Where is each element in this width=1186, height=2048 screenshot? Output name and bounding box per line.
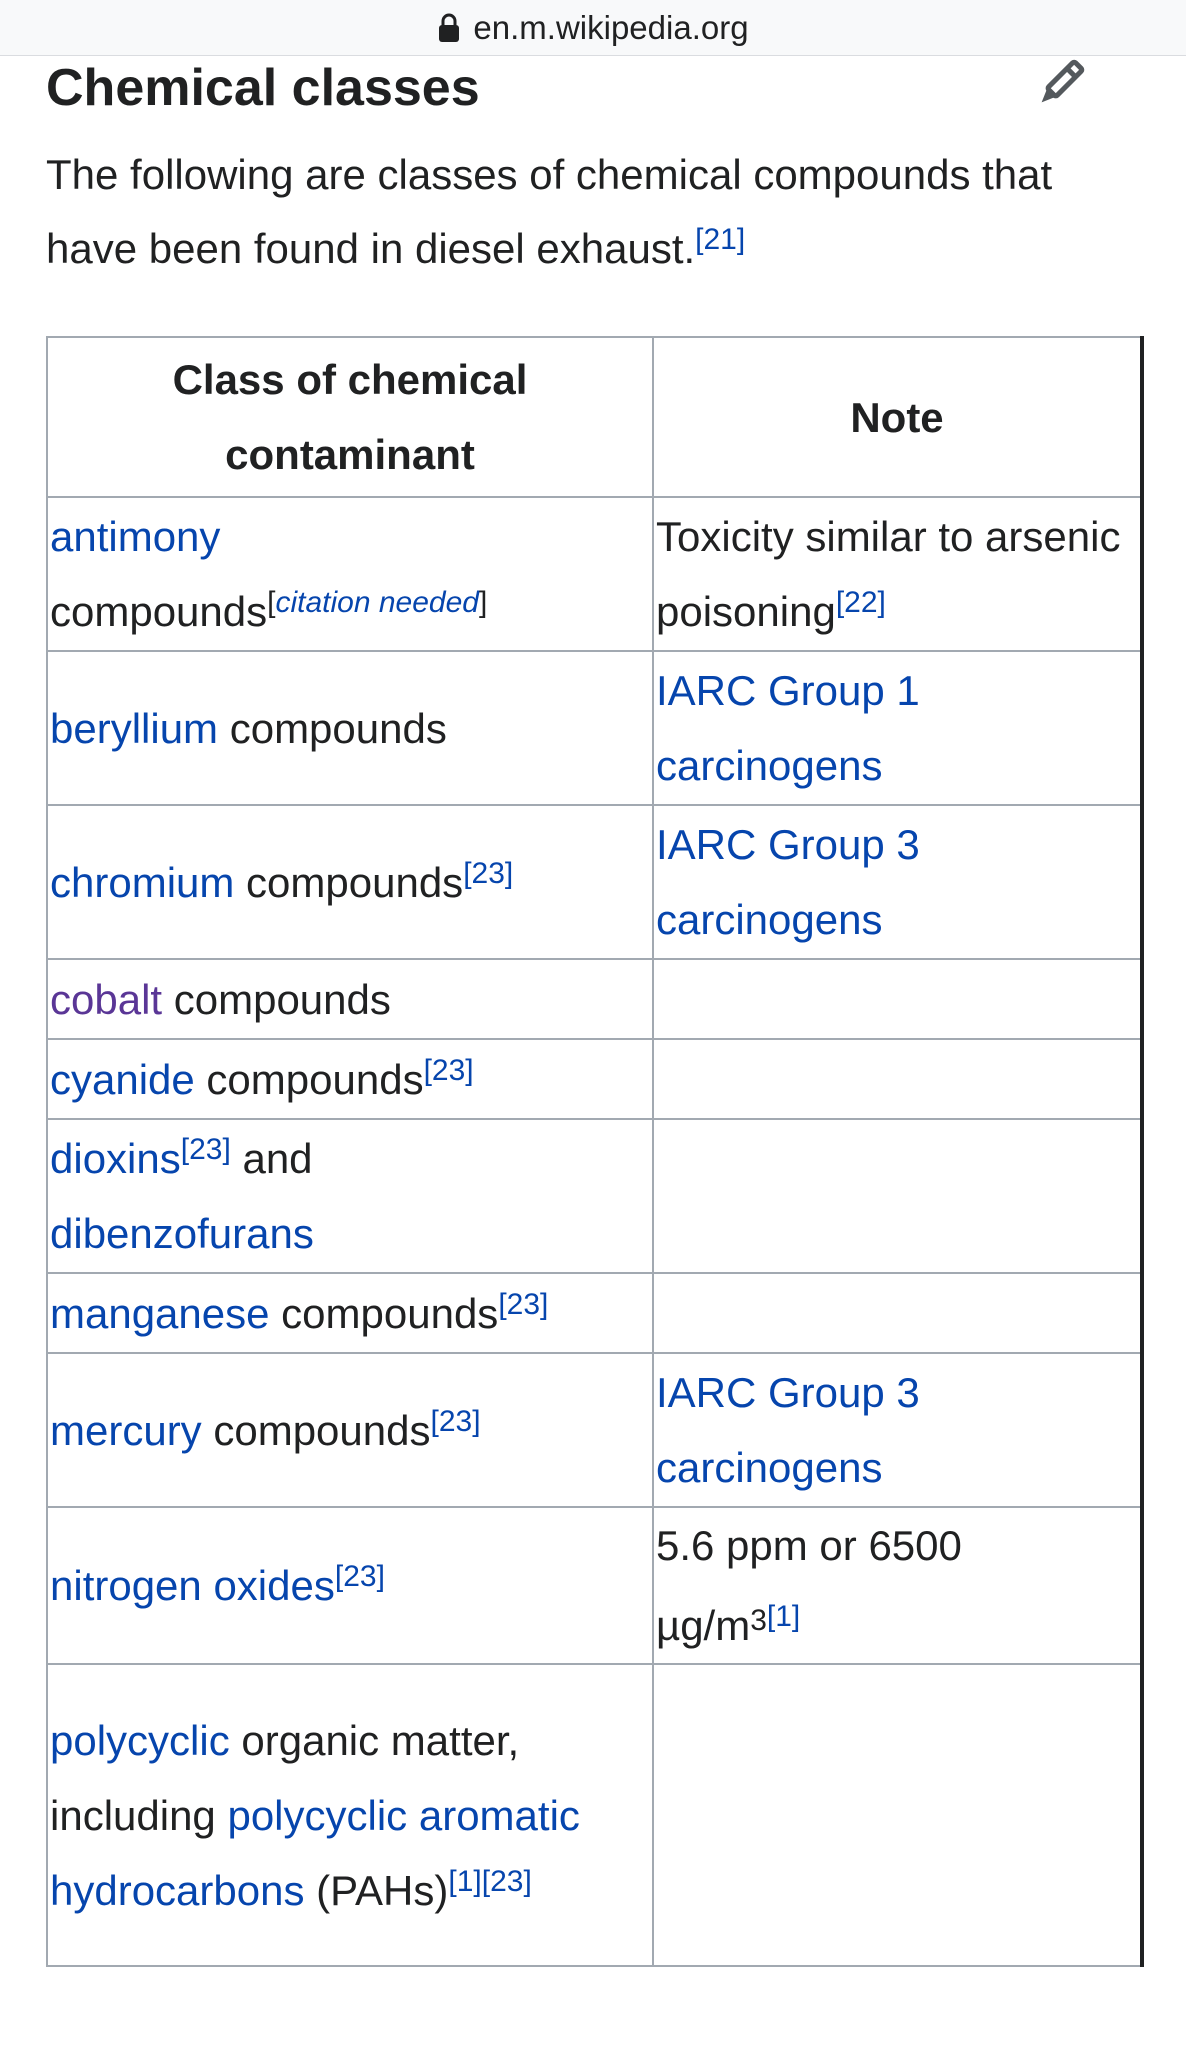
note-cell bbox=[653, 497, 1142, 651]
dibenzofurans-link[interactable]: dibenzofurans bbox=[50, 1210, 314, 1257]
url-text: en.m.wikipedia.org bbox=[473, 8, 749, 46]
table-row bbox=[47, 1353, 1142, 1507]
class-cell bbox=[47, 1119, 653, 1273]
cobalt-link[interactable]: cobalt bbox=[50, 975, 163, 1023]
chemical-classes-table bbox=[46, 336, 1144, 1967]
mercury-link[interactable]: mercury bbox=[50, 1406, 202, 1454]
note-cell bbox=[653, 959, 1142, 1039]
nitrogen-oxides-link[interactable]: nitrogen oxides bbox=[50, 1562, 335, 1609]
reference-link[interactable]: [23] bbox=[423, 1053, 474, 1087]
beryllium-link[interactable]: beryllium bbox=[50, 704, 219, 752]
intro-text: The following are classes of chemical compounds that have been found in diesel exhaust. bbox=[46, 151, 1053, 272]
class-cell bbox=[47, 959, 653, 1039]
note-cell bbox=[653, 1353, 1142, 1507]
class-text: (PAHs) bbox=[304, 1866, 449, 1914]
class-cell bbox=[47, 1273, 653, 1353]
note-cell bbox=[653, 1273, 1142, 1353]
class-cell bbox=[47, 1664, 653, 1966]
intro-reference[interactable] bbox=[695, 223, 745, 256]
class-cell bbox=[47, 1353, 653, 1507]
table-row bbox=[47, 1039, 1142, 1119]
note-cell bbox=[653, 805, 1142, 959]
note-cell bbox=[653, 1119, 1142, 1273]
browser-url-bar[interactable] bbox=[0, 0, 1186, 56]
note-reference-link[interactable]: [1] bbox=[766, 1600, 801, 1633]
iarc-group-3-link[interactable]: IARC Group 3 carcinogens bbox=[656, 1369, 920, 1491]
class-text: compounds bbox=[234, 858, 464, 906]
class-text: compounds bbox=[218, 704, 447, 752]
class-cell bbox=[47, 497, 653, 651]
citation-needed-link[interactable]: citation needed bbox=[275, 586, 479, 619]
polycyclic-link[interactable]: polycyclic bbox=[50, 1716, 230, 1764]
class-text: organic matter, including bbox=[50, 1716, 520, 1839]
table-row bbox=[47, 1273, 1142, 1353]
citation-needed[interactable] bbox=[267, 586, 487, 619]
section-title: Chemical classes bbox=[46, 59, 480, 117]
header-note: Note bbox=[653, 337, 1142, 497]
class-text: compounds bbox=[269, 1289, 499, 1337]
class-cell bbox=[47, 1507, 653, 1664]
class-text: compounds bbox=[50, 588, 268, 635]
citation-close: ] bbox=[478, 586, 488, 619]
class-cell bbox=[47, 1039, 653, 1119]
note-cell bbox=[653, 1507, 1142, 1664]
table-row bbox=[47, 1664, 1142, 1966]
article-content bbox=[0, 56, 1186, 1967]
table-row bbox=[47, 1119, 1142, 1273]
note-superscript: 3 bbox=[750, 1604, 767, 1637]
table-row bbox=[47, 805, 1142, 959]
class-text: compounds bbox=[201, 1406, 431, 1454]
reference-link[interactable]: [1] bbox=[448, 1864, 482, 1898]
chromium-link[interactable]: chromium bbox=[50, 858, 235, 906]
note-text-wrap bbox=[656, 1508, 1016, 1663]
note-cell bbox=[653, 651, 1142, 805]
reference-link[interactable]: [23] bbox=[463, 856, 514, 890]
note-text: 5.6 ppm or 6500 µg/m bbox=[656, 1522, 962, 1649]
antimony-link[interactable]: antimony bbox=[50, 513, 221, 560]
iarc-group-1-link[interactable]: IARC Group 1 carcinogens bbox=[656, 667, 920, 789]
table-row bbox=[47, 651, 1142, 805]
class-cell bbox=[47, 651, 653, 805]
note-reference-link[interactable]: [22] bbox=[835, 586, 886, 619]
class-text: compounds bbox=[194, 1055, 424, 1103]
cyanide-link[interactable]: cyanide bbox=[50, 1055, 195, 1103]
lock-icon bbox=[437, 13, 461, 43]
citation-open: [ bbox=[267, 586, 276, 619]
table-row bbox=[47, 1507, 1142, 1664]
iarc-group-3-link[interactable]: IARC Group 3 carcinogens bbox=[656, 821, 920, 943]
class-text: and bbox=[230, 1135, 313, 1182]
class-text: compounds bbox=[162, 975, 391, 1023]
reference-link[interactable]: [23] bbox=[334, 1560, 385, 1593]
reference-link[interactable]: [23] bbox=[180, 1133, 231, 1166]
pah-link[interactable]: polycyclic aromatic hydrocarbons bbox=[50, 1791, 580, 1914]
section-intro bbox=[46, 138, 1116, 286]
note-text: Toxicity similar to arsenic poisoning bbox=[656, 513, 1121, 635]
reference-link[interactable]: [23] bbox=[481, 1864, 532, 1898]
manganese-link[interactable]: manganese bbox=[50, 1289, 270, 1337]
reference-link[interactable]: [23] bbox=[498, 1287, 549, 1321]
dioxins-link[interactable]: dioxins bbox=[50, 1135, 181, 1182]
table-row bbox=[47, 497, 1142, 651]
table-header-row bbox=[47, 337, 1142, 497]
reference-link[interactable]: [23] bbox=[430, 1404, 481, 1438]
class-cell bbox=[47, 805, 653, 959]
note-cell bbox=[653, 1664, 1142, 1966]
pencil-edit-icon[interactable] bbox=[1030, 54, 1090, 114]
table-row bbox=[47, 959, 1142, 1039]
intro-reference-link[interactable]: [21] bbox=[695, 223, 746, 256]
header-class: Class of chemical contaminant bbox=[47, 337, 653, 497]
note-cell bbox=[653, 1039, 1142, 1119]
